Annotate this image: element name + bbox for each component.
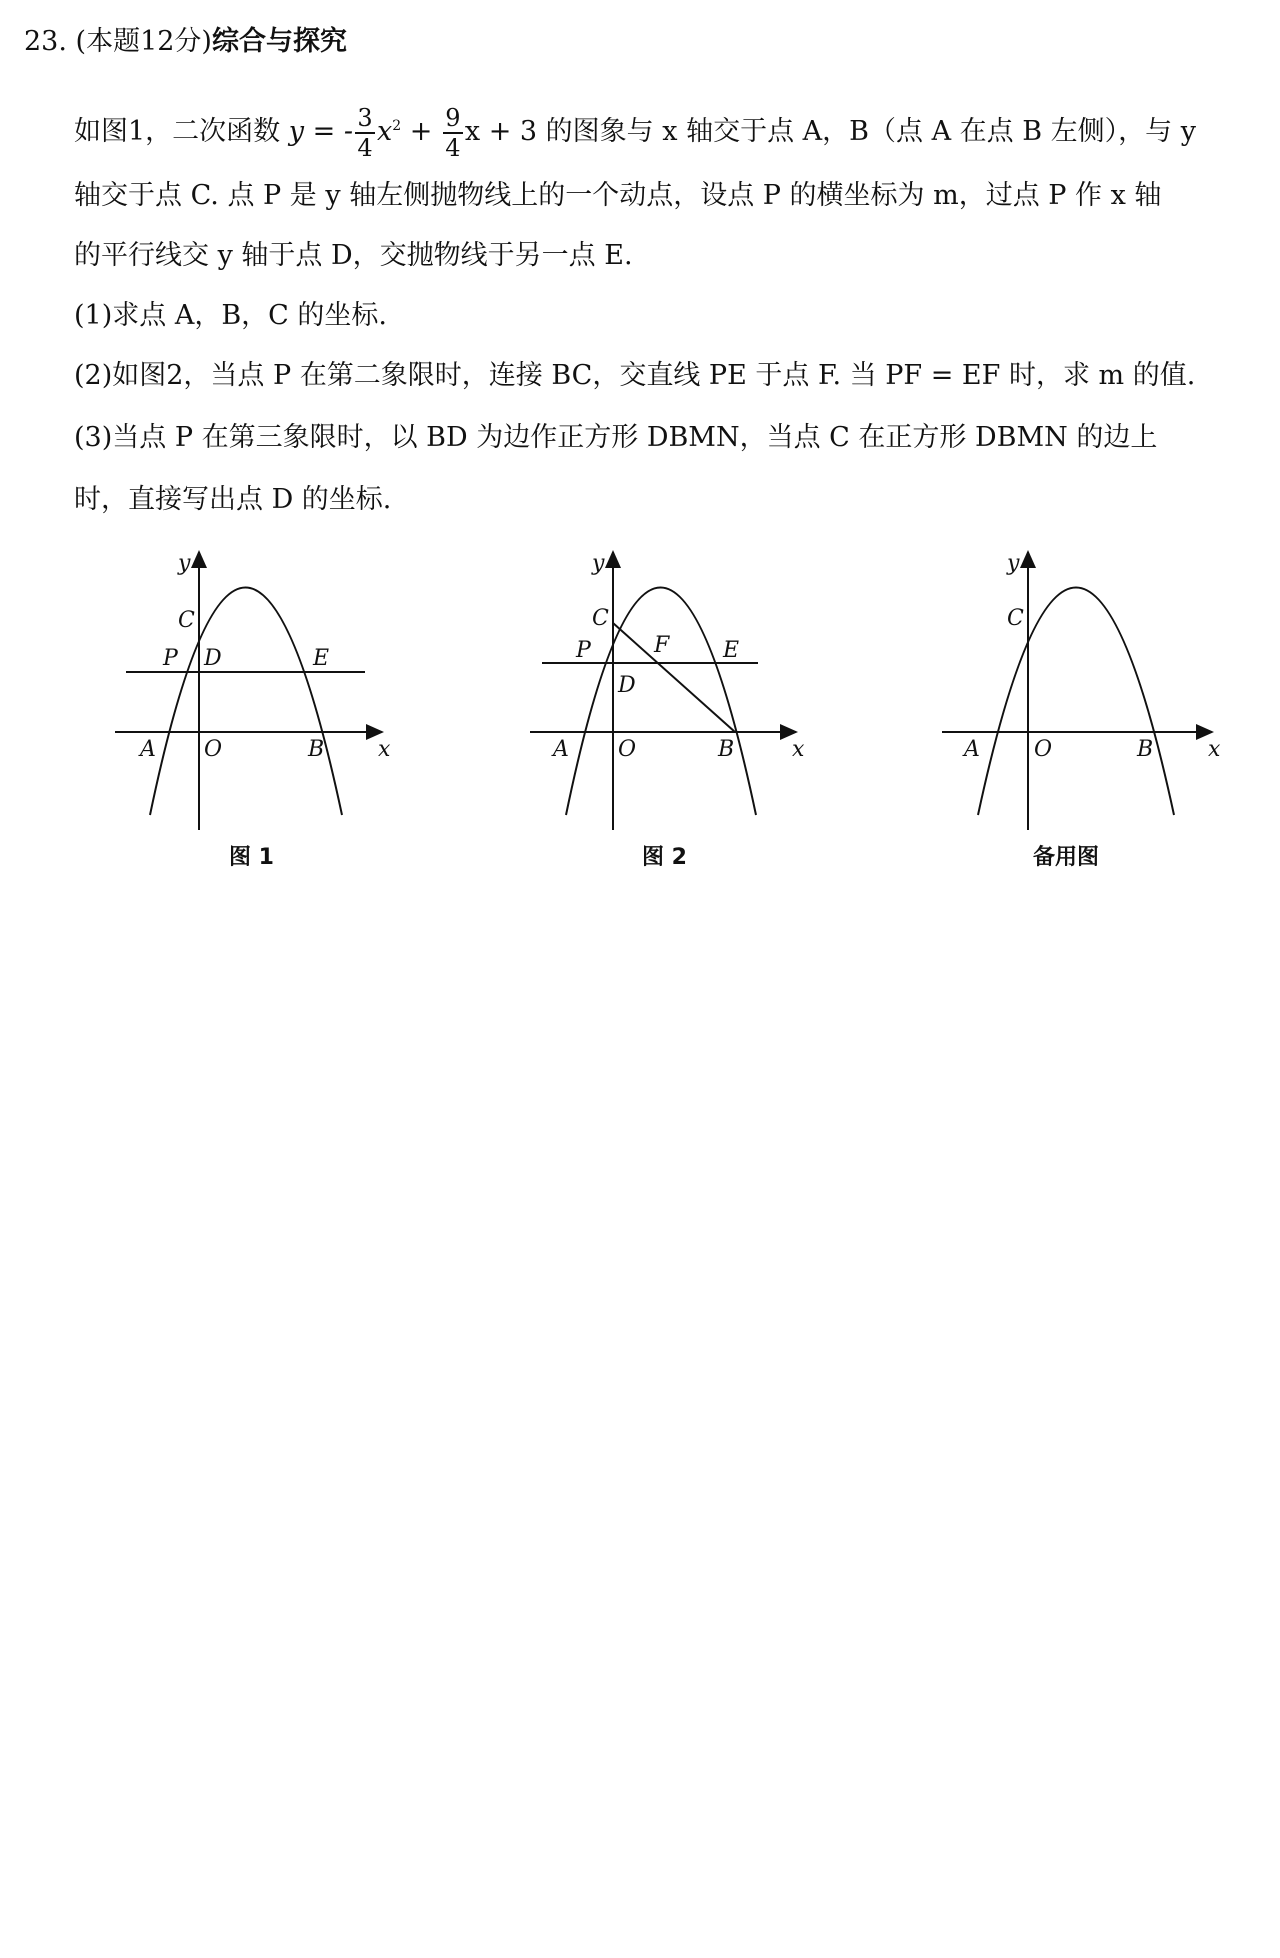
question-header [24, 24, 347, 60]
label-O: O [618, 737, 637, 762]
label-D: D [618, 673, 636, 698]
fraction-numerator: 3 [357, 103, 373, 132]
figure-1-caption: 图 1 [229, 845, 274, 870]
stem-text-1a: 如图1，二次函数 [74, 116, 281, 147]
label-E: E [313, 646, 330, 671]
label-x: x [378, 737, 391, 762]
question-score: (本题12分) [75, 26, 212, 57]
label-E: E [723, 638, 740, 663]
question-number: 23. [24, 26, 67, 57]
stem-line-3: 的平行线交 y 轴于点 D，交抛物线于另一点 E. [74, 240, 633, 271]
figure-2 [518, 540, 818, 840]
stem-plus: + [401, 116, 441, 147]
label-x: x [792, 737, 805, 762]
label-y: y [178, 551, 191, 576]
part-1: (1)求点 A，B，C 的坐标. [74, 300, 387, 331]
fraction-numerator: 9 [445, 103, 461, 132]
label-C: C [1007, 606, 1024, 631]
fraction-9-4 [443, 104, 463, 162]
label-P: P [576, 638, 591, 663]
stem-text-1b: x + 3 的图象与 x 轴交于点 A，B（点 A 在点 B 左侧），与 y [464, 116, 1197, 147]
stem-exponent: 2 [392, 118, 402, 134]
stem-line-2: 轴交于点 C. 点 P 是 y 轴左侧抛物线上的一个动点，设点 P 的横坐标为 m，过点 P 作 x 轴 [74, 180, 1162, 211]
label-C: C [592, 606, 609, 631]
question-type: 综合与探究 [211, 26, 347, 57]
label-D: D [204, 646, 222, 671]
label-B: B [308, 737, 325, 762]
label-y: y [592, 551, 605, 576]
label-y: y [1007, 551, 1020, 576]
label-B: B [1137, 737, 1154, 762]
figure-2-caption: 图 2 [642, 845, 687, 870]
part-2: (2)如图2，当点 P 在第二象限时，连接 BC，交直线 PE 于点 F. 当 PF = EF 时，求 m 的值. [74, 360, 1196, 391]
label-C: C [178, 608, 195, 633]
label-A: A [964, 737, 980, 762]
label-B: B [718, 737, 735, 762]
stem-eq-y: y = - [288, 116, 353, 147]
label-F: F [654, 633, 670, 658]
part-3-line-1: (3)当点 P 在第三象限时，以 BD 为边作正方形 DBMN，当点 C 在正方形 DBMN 的边上 [74, 422, 1158, 453]
fraction-denominator: 4 [445, 133, 461, 162]
label-P: P [163, 646, 178, 671]
stem-line-1 [74, 96, 1197, 162]
figure-1 [100, 540, 400, 840]
stem-x-squared: x [376, 116, 393, 147]
part-3-line-2: 时，直接写出点 D 的坐标. [74, 484, 392, 515]
label-A: A [553, 737, 569, 762]
label-A: A [140, 737, 156, 762]
figure-3-spare [930, 540, 1230, 840]
fraction-3-4 [355, 104, 375, 162]
fraction-denominator: 4 [357, 133, 373, 162]
label-O: O [204, 737, 223, 762]
label-x: x [1208, 737, 1221, 762]
figure-3-caption: 备用图 [1033, 845, 1100, 870]
label-O: O [1034, 737, 1053, 762]
